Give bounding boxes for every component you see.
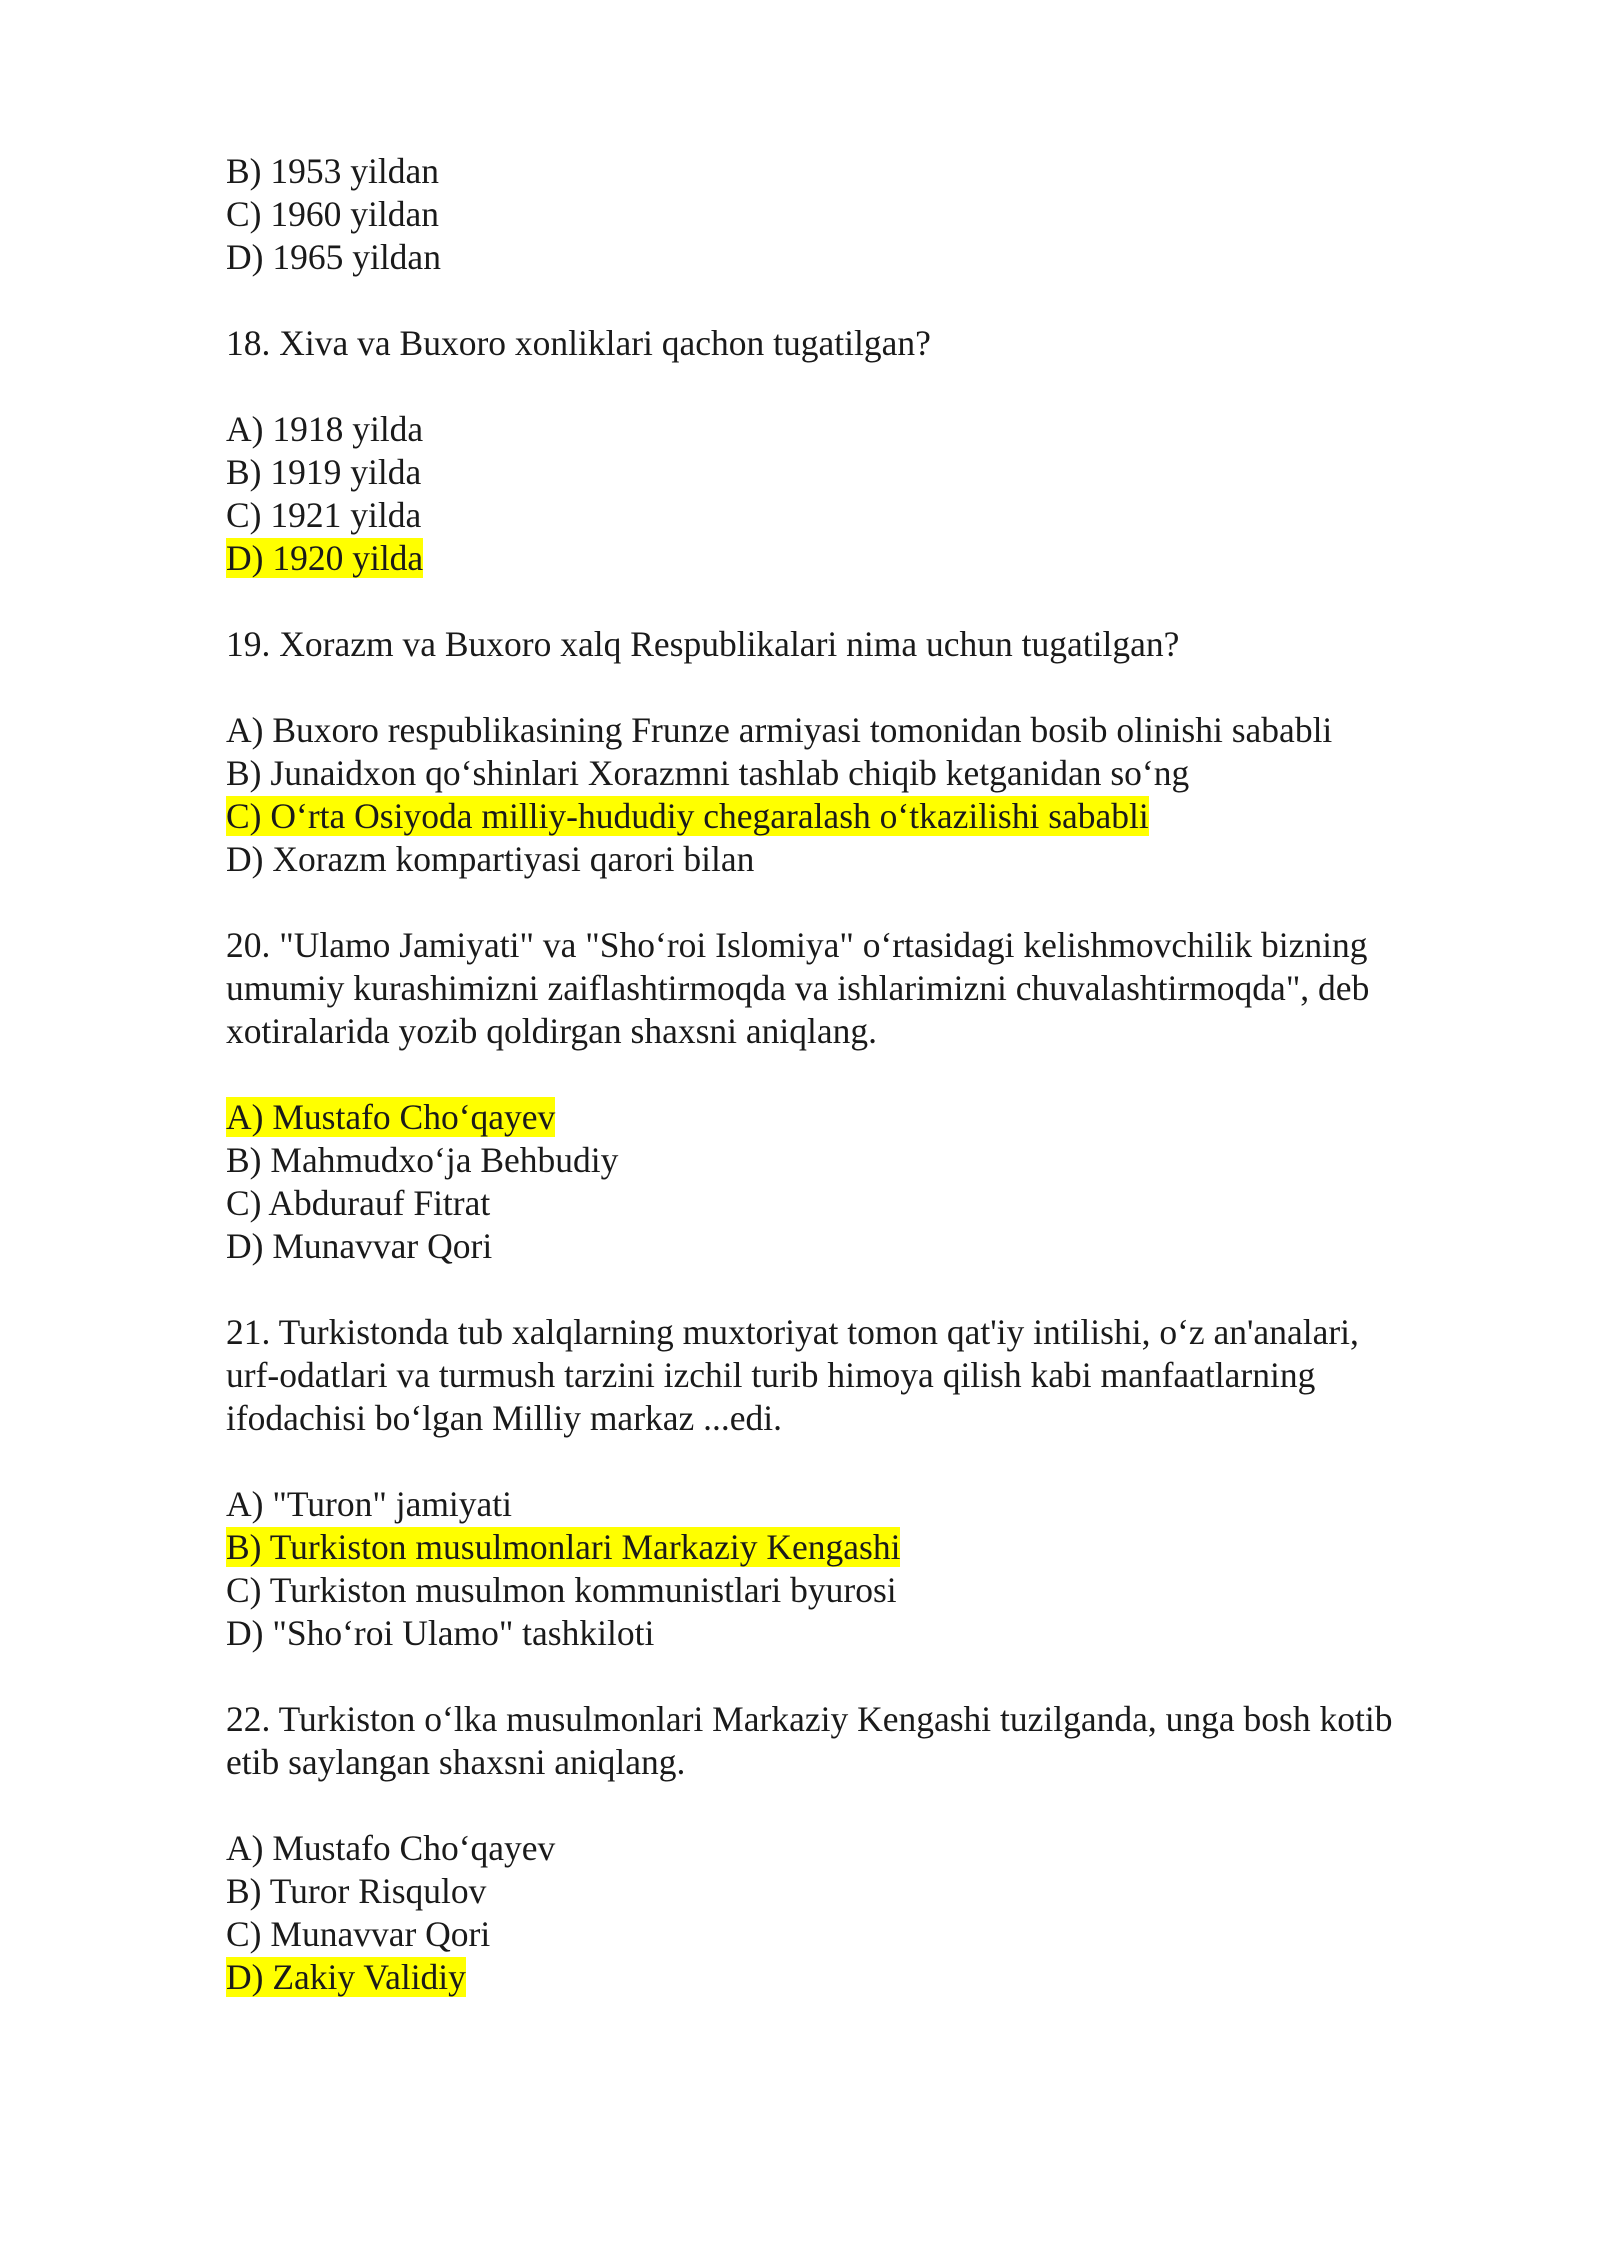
answer-option [226, 1827, 1466, 1870]
question-22 [226, 1698, 1466, 1999]
document-page [226, 150, 1466, 1999]
spacer [226, 666, 1466, 709]
option-text: B) 1919 yilda [226, 452, 422, 492]
answer-option [226, 1182, 1466, 1225]
question-text-line: ifodachisi bo‘lgan Milliy markaz ...edi. [226, 1398, 783, 1438]
option-text: A) "Turon" jamiyati [226, 1484, 513, 1524]
option-text: B) Turor Risqulov [226, 1871, 487, 1911]
option-text-highlighted: C) O‘rta Osiyoda milliy-hududiy chegaralash o‘tkazilishi sababli [226, 796, 1149, 836]
answer-option [226, 752, 1466, 795]
option-text: D) 1965 yildan [226, 237, 441, 277]
answer-option [226, 1913, 1466, 1956]
spacer [226, 1268, 1466, 1311]
answer-option-correct [226, 537, 1466, 580]
question-text-line: 21. Turkistonda tub xalqlarning muxtoriyat tomon qat'iy intilishi, o‘z an'analari, [226, 1312, 1359, 1352]
option-text: B) Mahmudxo‘ja Behbudiy [226, 1140, 619, 1180]
option-text: A) Mustafo Cho‘qayev [226, 1828, 556, 1868]
option-text: C) Turkiston musulmon kommunistlari byurosi [226, 1570, 897, 1610]
spacer [226, 1655, 1466, 1698]
option-text: C) 1960 yildan [226, 194, 439, 234]
question-text-line: umumiy kurashimizni zaiflashtirmoqda va ishlarimizni chuvalashtirmoqda", deb [226, 968, 1370, 1008]
spacer [226, 1053, 1466, 1096]
question-text-line: etib saylangan shaxsni aniqlang. [226, 1742, 686, 1782]
answer-option [226, 1870, 1466, 1913]
spacer [226, 580, 1466, 623]
option-text: C) 1921 yilda [226, 495, 422, 535]
answer-option [226, 193, 1466, 236]
option-text: A) Buxoro respublikasining Frunze armiyasi tomonidan bosib olinishi sababli [226, 710, 1333, 750]
answer-option [226, 838, 1466, 881]
question-text: 18. Xiva va Buxoro xonliklari qachon tugatilgan? [226, 323, 931, 363]
spacer [226, 365, 1466, 408]
option-text-highlighted: D) 1920 yilda [226, 538, 424, 578]
answer-option-correct [226, 1956, 1466, 1999]
answer-option [226, 408, 1466, 451]
question-18 [226, 322, 1466, 580]
answer-option [226, 494, 1466, 537]
option-text: C) Munavvar Qori [226, 1914, 491, 1954]
spacer [226, 1440, 1466, 1483]
question-19 [226, 623, 1466, 881]
answer-option [226, 1569, 1466, 1612]
option-text-highlighted: D) Zakiy Validiy [226, 1957, 466, 1997]
answer-option-correct [226, 795, 1466, 838]
question-text-line: 20. "Ulamo Jamiyati" va "Sho‘roi Islomiya" o‘rtasidagi kelishmovchilik bizning [226, 925, 1368, 965]
option-text: D) Xorazm kompartiyasi qarori bilan [226, 839, 755, 879]
answer-option [226, 451, 1466, 494]
option-text-highlighted: B) Turkiston musulmonlari Markaziy Kengashi [226, 1527, 901, 1567]
answer-option-correct [226, 1526, 1466, 1569]
option-text: A) 1918 yilda [226, 409, 424, 449]
spacer [226, 1784, 1466, 1827]
option-text: B) 1953 yildan [226, 151, 439, 191]
answer-option [226, 1483, 1466, 1526]
option-text: C) Abdurauf Fitrat [226, 1183, 491, 1223]
spacer [226, 881, 1466, 924]
answer-option [226, 1139, 1466, 1182]
spacer [226, 279, 1466, 322]
question-21 [226, 1311, 1466, 1655]
option-text-highlighted: A) Mustafo Cho‘qayev [226, 1097, 556, 1137]
answer-option [226, 1612, 1466, 1655]
question-text-line: xotiralarida yozib qoldirgan shaxsni aniqlang. [226, 1011, 878, 1051]
answer-option-correct [226, 1096, 1466, 1139]
answer-option [226, 236, 1466, 279]
option-text: D) "Sho‘roi Ulamo" tashkiloti [226, 1613, 655, 1653]
question-text-line: 22. Turkiston o‘lka musulmonlari Markaziy Kengashi tuzilganda, unga bosh kotib [226, 1699, 1393, 1739]
answer-option [226, 150, 1466, 193]
question-17-options [226, 150, 1466, 279]
question-text: 19. Xorazm va Buxoro xalq Respublikalari nima uchun tugatilgan? [226, 624, 1180, 664]
answer-option [226, 709, 1466, 752]
question-text-line: urf-odatlari va turmush tarzini izchil turib himoya qilish kabi manfaatlarning [226, 1355, 1316, 1395]
question-20 [226, 924, 1466, 1268]
option-text: D) Munavvar Qori [226, 1226, 493, 1266]
option-text: B) Junaidxon qo‘shinlari Xorazmni tashlab chiqib ketganidan so‘ng [226, 753, 1190, 793]
answer-option [226, 1225, 1466, 1268]
